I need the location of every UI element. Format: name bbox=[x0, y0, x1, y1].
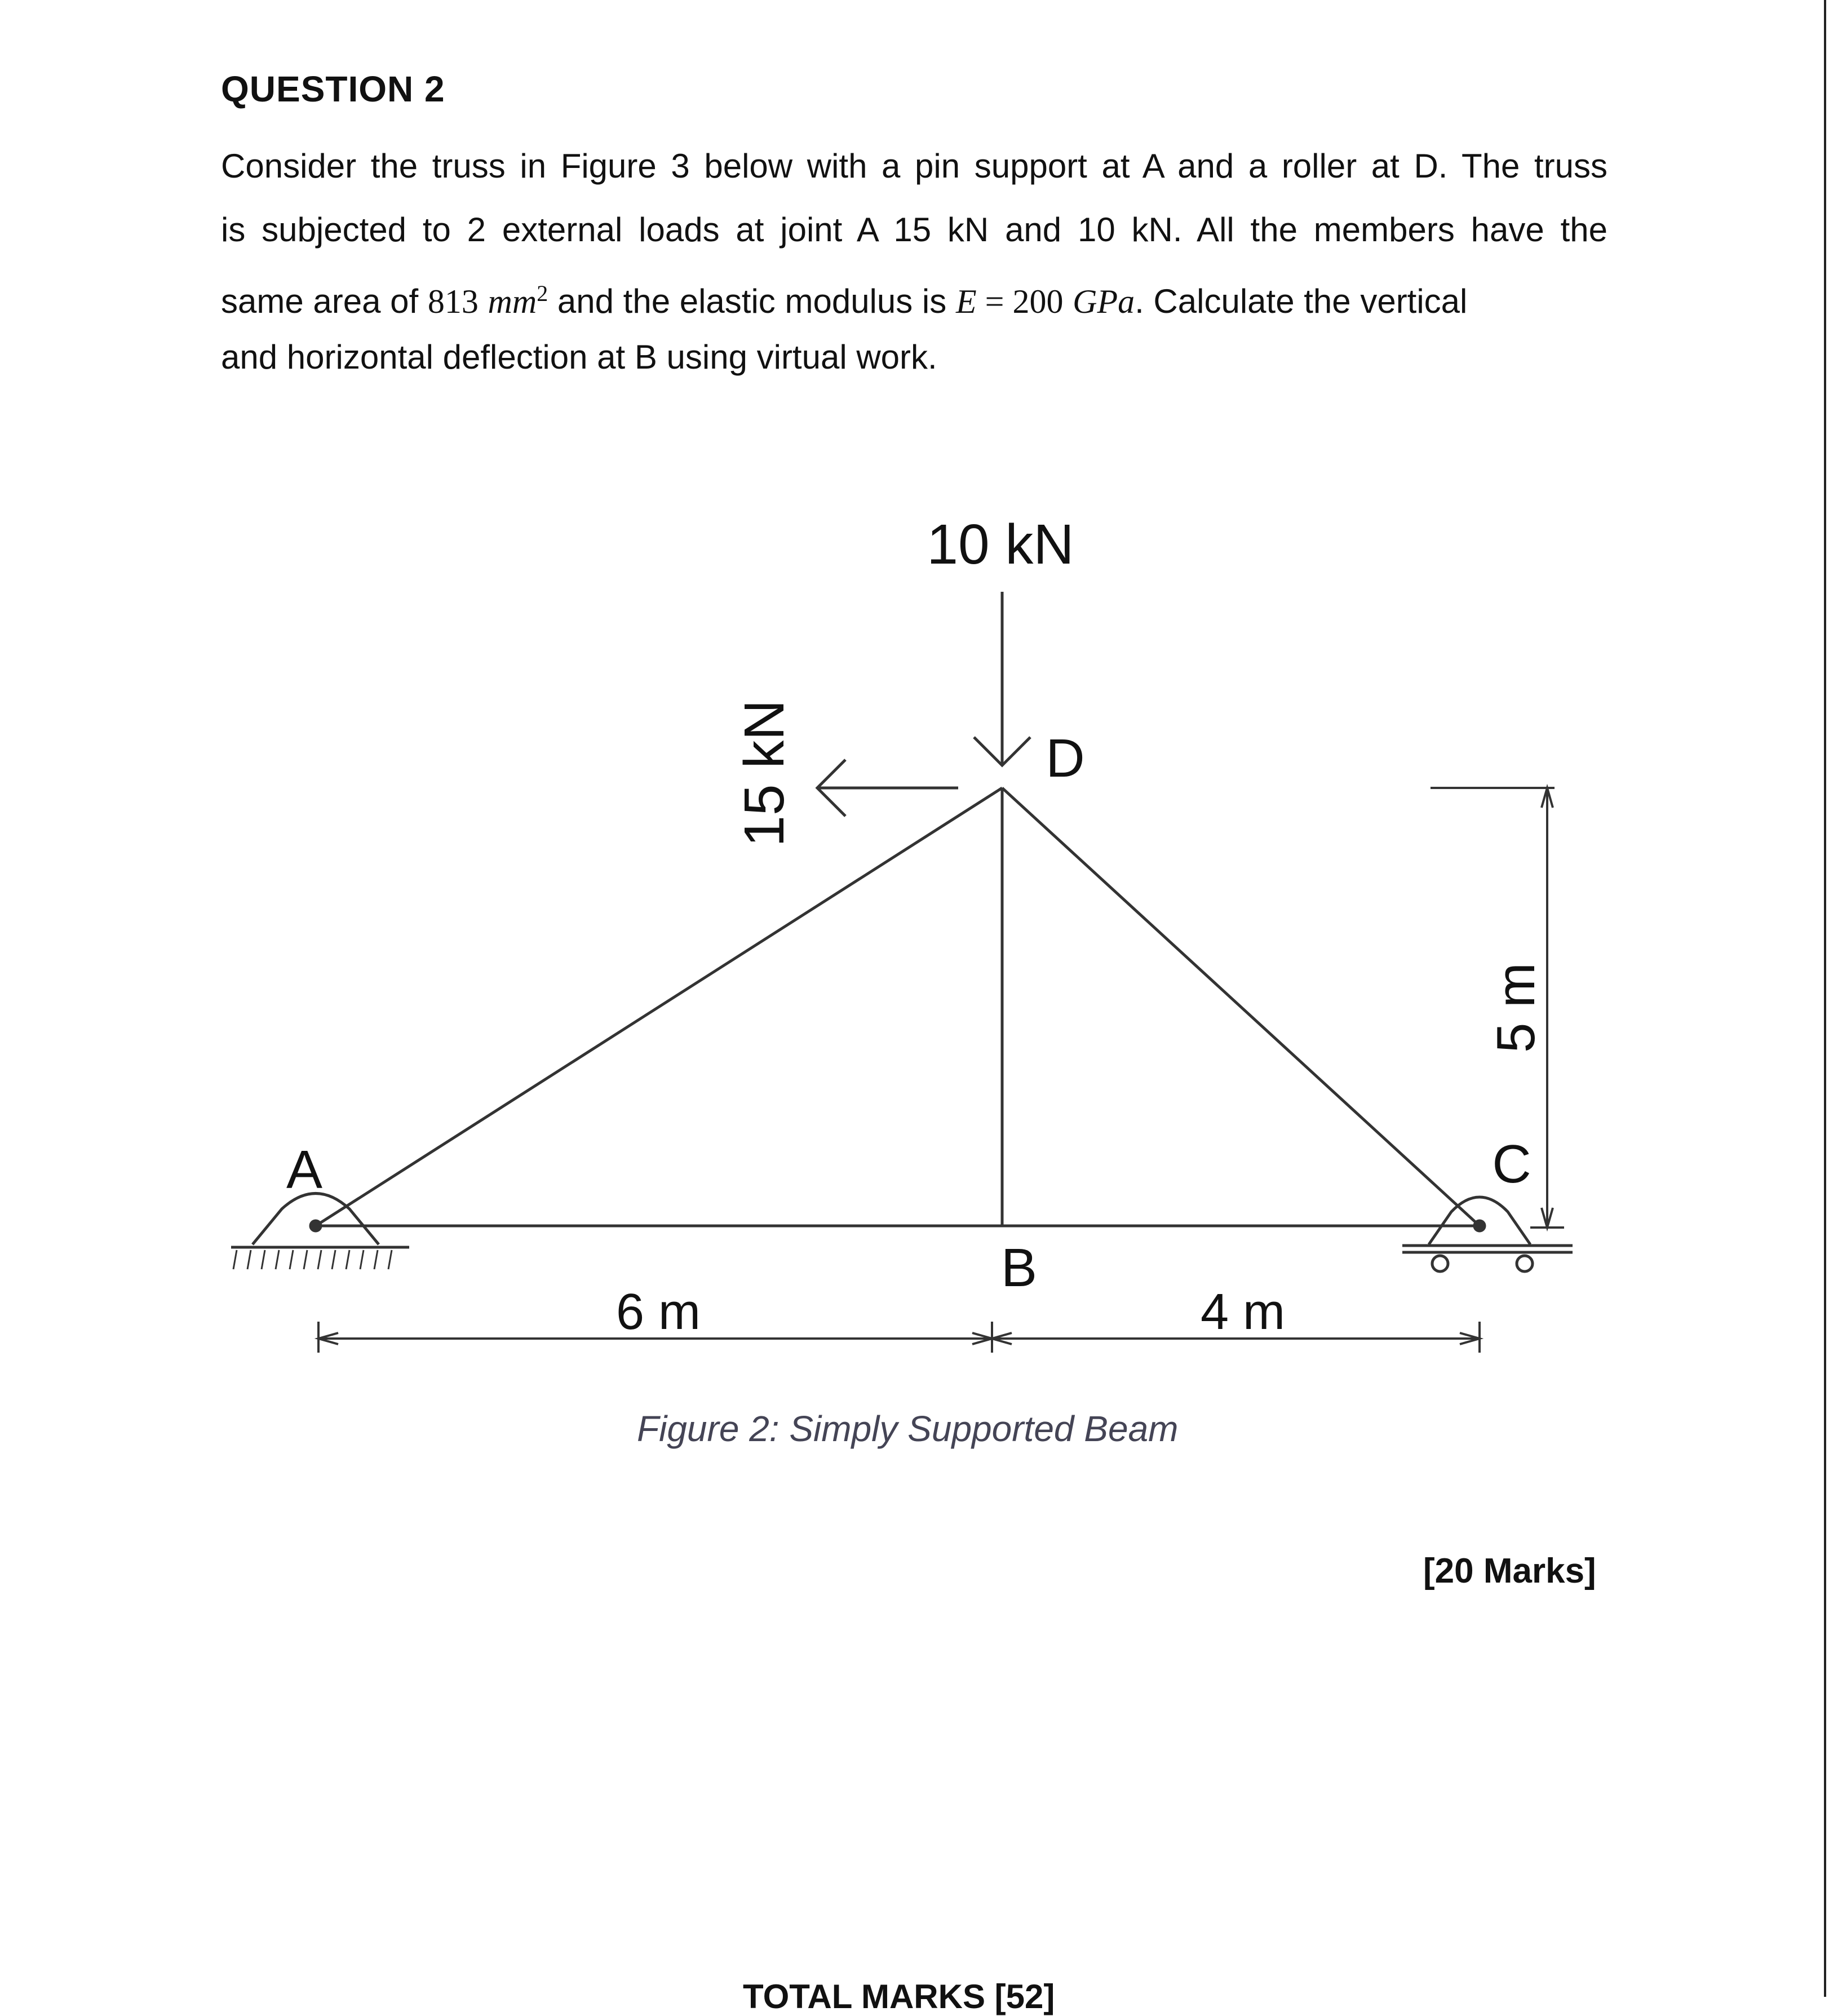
question-line-3 bbox=[221, 262, 1607, 325]
joint-label-A: A bbox=[286, 1140, 323, 1200]
modulus-symbol: E bbox=[955, 283, 977, 320]
dimension-label-left: 6 m bbox=[615, 1284, 701, 1340]
page-right-border bbox=[1824, 0, 1826, 1997]
question-line-1: Consider the truss in Figure 3 below with a pin support at A and a roller at D. The truss bbox=[221, 147, 1607, 185]
joint-label-C: C bbox=[1492, 1134, 1531, 1194]
joint-label-D: D bbox=[1046, 728, 1085, 788]
question-line-4: and horizontal deflection at B using virtual work. bbox=[221, 338, 937, 376]
pin-support-A bbox=[231, 1194, 409, 1270]
vertical-load-label: 10 kN bbox=[927, 513, 1074, 576]
dimension-label-height: 5 m bbox=[1486, 962, 1546, 1053]
question-marks: [20 Marks] bbox=[1423, 1552, 1596, 1590]
member-DC bbox=[1002, 788, 1480, 1226]
horizontal-load-label: 15 kN bbox=[733, 699, 796, 847]
joint-label-B: B bbox=[1000, 1238, 1038, 1298]
line3-prefix: same area of bbox=[221, 282, 419, 320]
modulus-unit: GPa bbox=[1073, 283, 1135, 320]
area-exponent: 2 bbox=[537, 281, 548, 306]
horizontal-load-arrow bbox=[817, 760, 958, 816]
dimension-label-right: 4 m bbox=[1200, 1284, 1286, 1340]
question-body bbox=[221, 134, 1607, 389]
horizontal-dimension bbox=[318, 1322, 1480, 1353]
figure-caption: Figure 2: Simply Supported Beam bbox=[637, 1408, 1179, 1449]
member-AD bbox=[316, 788, 1002, 1226]
area-unit: mm bbox=[488, 283, 537, 320]
line3-middle: and the elastic modulus is bbox=[557, 282, 947, 320]
equals-sign: = bbox=[976, 283, 1013, 320]
vertical-load-arrow bbox=[974, 592, 1030, 765]
total-marks: TOTAL MARKS [52] bbox=[743, 1978, 1055, 2015]
area-value: 813 bbox=[427, 283, 479, 320]
question-heading: QUESTION 2 bbox=[221, 69, 445, 109]
question-line-2: is subjected to 2 external loads at joint A 15 kN and 10 kN. All the members have the bbox=[221, 211, 1607, 249]
modulus-value: 200 bbox=[1012, 283, 1064, 320]
line3-suffix: . Calculate the vertical bbox=[1135, 282, 1468, 320]
